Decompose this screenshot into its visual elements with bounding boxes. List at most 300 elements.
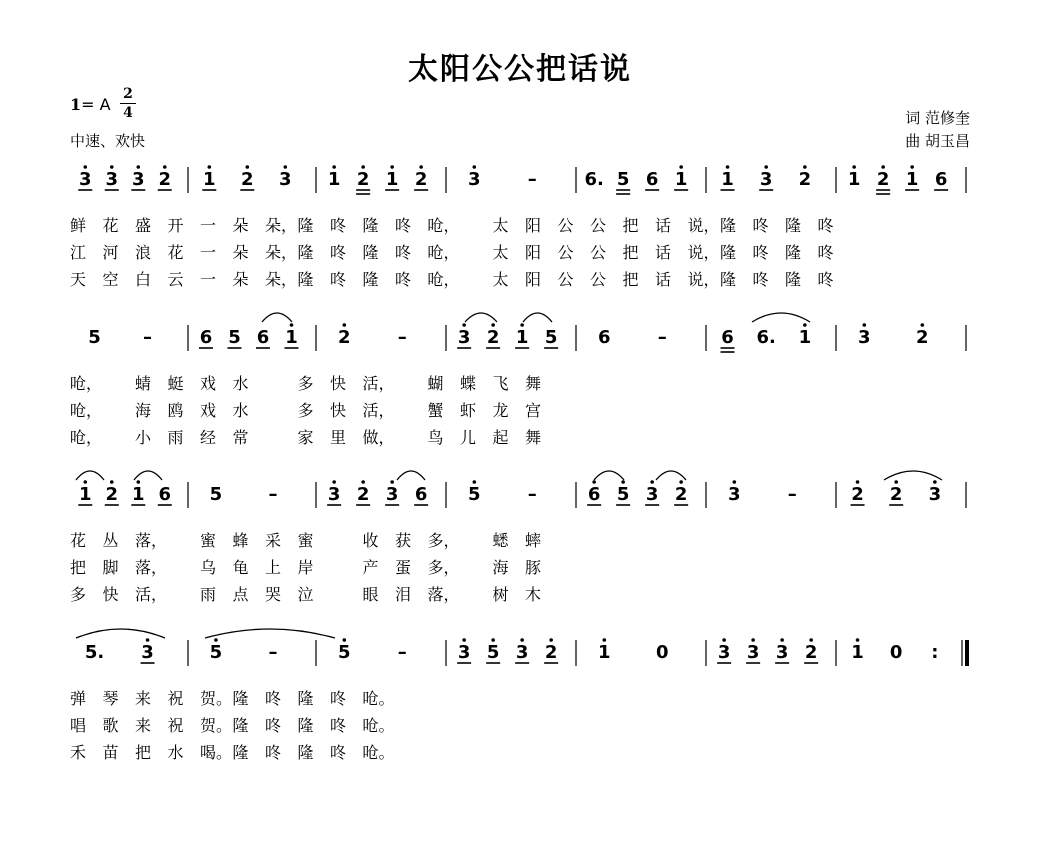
lyric-char: 太 (492, 243, 509, 262)
lyric-char: 隆 (785, 216, 802, 235)
lyric-char: 隆 (362, 216, 379, 235)
octave-dot (83, 480, 87, 484)
lyric-char: 花 (70, 531, 87, 550)
lyric-char: 蜓 (167, 374, 184, 393)
note: 1 (79, 484, 92, 505)
octave-dot (764, 165, 768, 169)
note: 1 (674, 169, 688, 190)
lyric-char: 里 (330, 428, 347, 447)
lyric-char: 公 (590, 243, 607, 262)
lyric-char: 贺。 (200, 689, 233, 708)
octave-dot (290, 323, 294, 327)
lyric-char: 豚 (525, 558, 542, 577)
note: 1 (851, 642, 864, 663)
lyric-char: 喝。 (200, 743, 233, 762)
lyric-char: 河 (102, 243, 119, 262)
note: 2 (338, 327, 351, 348)
note: 1 (721, 169, 734, 190)
lyric-char: 呛， (427, 270, 460, 289)
octave-dot (809, 638, 813, 642)
lyric-char: 咚 (330, 270, 347, 289)
octave-dot (343, 638, 347, 642)
lyric-char: 戏 (200, 401, 217, 420)
octave-dot (751, 638, 755, 642)
lyric-char: 上 (265, 558, 282, 577)
note: 3 (746, 642, 760, 663)
note-dash: – (657, 327, 667, 348)
lyric-char: 朵 (232, 216, 249, 235)
note: 3 (759, 169, 773, 190)
slur (397, 471, 425, 480)
lyric-char: 江 (70, 243, 87, 262)
lyric-char: 朵， (265, 243, 298, 262)
note: 2 (851, 484, 864, 505)
slur (523, 313, 552, 322)
lyric-char: 隆 (785, 243, 802, 262)
note-dash: – (527, 169, 537, 190)
note: 6 (587, 484, 601, 505)
octave-dot (110, 165, 114, 169)
lyric-char: 一 (200, 270, 217, 289)
note: 2 (889, 484, 903, 505)
note-dash: – (527, 484, 537, 505)
note: 1 (132, 484, 145, 505)
lyric-char: 龙 (492, 401, 509, 420)
lyric-char: 阳 (525, 243, 542, 262)
lyric-char: 丛 (102, 531, 119, 550)
lyric-char: 多， (427, 558, 460, 577)
octave-dot (473, 165, 477, 169)
lyric-char: 鸥 (167, 401, 184, 420)
lyric-char: 蜻 (135, 374, 152, 393)
time-signature-bottom: 4 (123, 105, 133, 121)
note: 6 (256, 327, 270, 348)
note: 6 (199, 327, 213, 348)
octave-dot (146, 638, 150, 642)
lyric-char: 经 (200, 428, 217, 447)
lyric-char: 树 (492, 585, 509, 604)
lyric-char: 蝶 (460, 374, 477, 393)
octave-dot (110, 480, 114, 484)
lyric-char: 呛， (427, 243, 460, 262)
octave-dot (163, 165, 167, 169)
lyric-char: 多 (297, 401, 314, 420)
lyric-char: 雨 (200, 585, 217, 604)
note: 3 (717, 642, 731, 663)
note-dash: – (787, 484, 797, 505)
slur (465, 313, 497, 322)
note: 5 (468, 484, 481, 505)
slur (884, 471, 942, 480)
lyric-char: 呛。 (362, 716, 395, 735)
octave-dot (332, 165, 336, 169)
octave-dot (390, 165, 394, 169)
note: 5 (209, 642, 223, 663)
octave-dot (136, 165, 140, 169)
lyric-char: 来 (135, 689, 152, 708)
lyric-char: 虾 (460, 401, 477, 420)
lyric-char: 活， (135, 585, 168, 604)
lyric-char: 落， (135, 531, 168, 550)
lyric-char: 公 (590, 270, 607, 289)
lyric-char: 获 (395, 531, 412, 550)
lyric-char: 木 (525, 585, 542, 604)
lyric-char: 咚 (752, 243, 769, 262)
lyric-char: 咚 (752, 270, 769, 289)
note: 1 (847, 169, 861, 190)
octave-dot (361, 165, 365, 169)
lyric-char: 雨 (167, 428, 184, 447)
note: 0 (889, 642, 903, 663)
lyric-char: 空 (102, 270, 119, 289)
octave-dot (491, 323, 495, 327)
lyric-char: 活， (362, 401, 395, 420)
octave-dot (462, 638, 466, 642)
note: 1 (385, 169, 399, 190)
octave-dot (621, 480, 625, 484)
note: 5 (486, 642, 500, 663)
octave-dot (722, 638, 726, 642)
lyric-char: 咚 (265, 743, 282, 762)
song-title: 太阳公公把话说 (408, 52, 632, 87)
lyric-char: 咚 (265, 716, 282, 735)
lyric-char: 落， (135, 558, 168, 577)
lyric-char: 呛， (70, 374, 103, 393)
slur (134, 471, 162, 480)
note: 3 (105, 169, 119, 190)
note: 6 (645, 169, 659, 190)
lyric-char: 琴 (102, 689, 119, 708)
note: 5 (88, 327, 101, 348)
lyric-char: 隆 (232, 743, 249, 762)
lyric-char: 白 (135, 270, 152, 289)
octave-dot (361, 480, 365, 484)
octave-dot (933, 480, 937, 484)
lyric-char: 隆 (297, 743, 314, 762)
octave-dot (520, 323, 524, 327)
octave-dot (910, 165, 914, 169)
octave-dot (894, 480, 898, 484)
note: 3 (141, 642, 154, 663)
lyric-char: 花 (167, 243, 184, 262)
lyric-char: 来 (135, 716, 152, 735)
lyric-char: 公 (557, 216, 574, 235)
octave-dot (856, 480, 860, 484)
note: 3 (132, 169, 145, 190)
lyric-char: 咚 (330, 216, 347, 235)
octave-dot (419, 165, 423, 169)
note: 2 (804, 642, 818, 663)
lyric-char: 隆 (297, 216, 314, 235)
lyric-char: 隆 (297, 689, 314, 708)
lyric-char: 话 (655, 216, 672, 235)
note: 2 (356, 169, 370, 190)
lyric-char: 朵 (232, 243, 249, 262)
lyric-char: 公 (557, 270, 574, 289)
octave-dot (733, 480, 737, 484)
lyric-char: 浪 (135, 243, 152, 262)
note: 2 (674, 484, 688, 505)
lyric-char: 做， (362, 428, 395, 447)
octave-dot (603, 638, 607, 642)
lyric-char: 一 (200, 243, 217, 262)
lyric-char: 隆 (297, 243, 314, 262)
lyric-char: 咚 (330, 689, 347, 708)
lyric-char: 活， (362, 374, 395, 393)
note: 1 (515, 327, 529, 348)
note: 2 (916, 327, 929, 348)
slur (76, 471, 104, 480)
lyric-char: 蟹 (427, 401, 444, 420)
octave-dot (726, 165, 730, 169)
note: 6. (584, 169, 604, 190)
lyric-char: 说， (687, 270, 720, 289)
note: 3 (279, 169, 292, 190)
lyric-char: 咚 (395, 270, 412, 289)
lyric-char: 海 (492, 558, 509, 577)
lyric-char: 把 (70, 558, 87, 577)
lyric-char: 咚 (817, 216, 834, 235)
note: 1 (905, 169, 919, 190)
lyric-char: 太 (492, 270, 509, 289)
lyric-char: 呛， (70, 428, 103, 447)
lyric-char: 儿 (460, 428, 477, 447)
lyric-char: 多 (297, 374, 314, 393)
lyric-char: 隆 (297, 270, 314, 289)
note: 3 (775, 642, 789, 663)
note-dash: – (268, 484, 278, 505)
lyric-char: 小 (135, 428, 152, 447)
note: 6. (756, 327, 776, 348)
note: 5. (84, 642, 105, 663)
octave-dot (214, 638, 218, 642)
slur (262, 313, 292, 322)
lyricist-credit: 词 范修奎 (905, 109, 970, 127)
lyric-char: 蛋 (395, 558, 412, 577)
octave-dot (390, 480, 394, 484)
octave-dot (921, 323, 925, 327)
lyric-char: 咚 (817, 270, 834, 289)
lyric-char: 禾 (70, 743, 87, 762)
note: 5 (616, 169, 630, 190)
lyric-char: 飞 (492, 374, 509, 393)
lyric-char: 话 (655, 270, 672, 289)
note: 3 (928, 484, 942, 505)
lyric-char: 常 (232, 428, 249, 447)
note: 2 (414, 169, 428, 190)
lyric-char: 咚 (330, 743, 347, 762)
lyric-char: 话 (655, 243, 672, 262)
lyric-char: 快 (330, 374, 347, 393)
lyric-char: 哭 (265, 585, 282, 604)
lyric-char: 隆 (720, 216, 737, 235)
note: 0 (656, 642, 669, 663)
lyric-char: 眼 (362, 585, 379, 604)
lyric-char: 朵， (265, 216, 298, 235)
note: 1 (798, 327, 812, 348)
lyric-char: 咚 (395, 216, 412, 235)
lyric-char: 咚 (330, 243, 347, 262)
note: 5 (616, 484, 630, 505)
lyric-char: 戏 (200, 374, 217, 393)
note: 3 (468, 169, 481, 190)
lyric-char: 水 (232, 374, 249, 393)
lyric-char: 鸟 (427, 428, 444, 447)
lyric-char: 公 (590, 216, 607, 235)
lyric-char: 把 (622, 270, 639, 289)
lyric-char: 咚 (330, 716, 347, 735)
lyric-char: 太 (492, 216, 509, 235)
lyric-char: 说， (687, 243, 720, 262)
note: 1 (598, 642, 611, 663)
lyric-char: 隆 (362, 270, 379, 289)
lyric-char: 贺。 (200, 716, 233, 735)
octave-dot (856, 638, 860, 642)
note: 6 (721, 327, 734, 348)
octave-dot (863, 323, 867, 327)
note: 3 (79, 169, 92, 190)
lyric-char: 歌 (102, 716, 119, 735)
lyric-char: 快 (330, 401, 347, 420)
lyric-char: 隆 (720, 243, 737, 262)
note: 2 (105, 484, 119, 505)
note: 1 (203, 169, 216, 190)
lyric-char: 咚 (817, 243, 834, 262)
lyric-char: 蜂 (232, 531, 249, 550)
lyric-char: 多 (70, 585, 87, 604)
lyric-char: 点 (232, 585, 249, 604)
note: 2 (544, 642, 558, 663)
lyric-char: 隆 (785, 270, 802, 289)
lyric-char: 开 (167, 216, 184, 235)
lyric-char: 水 (232, 401, 249, 420)
note: 2 (486, 327, 500, 348)
lyric-char: 弹 (70, 689, 87, 708)
lyric-char: 祝 (167, 716, 184, 735)
lyric-char: 宫 (525, 401, 542, 420)
tempo-marking: 中速、欢快 (70, 132, 146, 150)
lyric-char: 呛， (70, 401, 103, 420)
note: 1 (285, 327, 298, 348)
note: 3 (457, 642, 471, 663)
note: 3 (858, 327, 871, 348)
octave-dot (284, 165, 288, 169)
note: 2 (241, 169, 254, 190)
lyric-char: 苗 (102, 743, 119, 762)
lyric-char: 水 (167, 743, 184, 762)
octave-dot (679, 480, 683, 484)
composer-credit: 曲 胡玉昌 (905, 132, 970, 150)
note: 5 (209, 484, 223, 505)
lyric-char: 把 (135, 743, 152, 762)
octave-dot (881, 165, 885, 169)
key-prefix: 1 (70, 95, 82, 114)
lyric-char: 采 (265, 531, 282, 550)
note: 3 (327, 484, 341, 505)
lyric-char: 咚 (395, 243, 412, 262)
note: 5 (338, 642, 351, 663)
note: 2 (876, 169, 890, 190)
lyric-char: 阳 (525, 216, 542, 235)
note-dash: – (397, 642, 407, 663)
note: 1 (327, 169, 341, 190)
note: 6 (414, 484, 428, 505)
lyric-char: 云 (167, 270, 184, 289)
lyric-char: 呛， (427, 216, 460, 235)
octave-dot (520, 638, 524, 642)
note: 5 (544, 327, 558, 348)
lyric-char: 蟀 (525, 531, 542, 550)
note: 3 (457, 327, 471, 348)
octave-dot (473, 480, 477, 484)
octave-dot (592, 480, 596, 484)
lyric-char: 鲜 (70, 216, 87, 235)
lyric-char: 盛 (135, 216, 152, 235)
lyric-char: 阳 (525, 270, 542, 289)
lyric-char: 把 (622, 216, 639, 235)
lyric-char: 说， (687, 216, 720, 235)
lyric-char: 乌 (200, 558, 217, 577)
slur (76, 629, 165, 638)
note: 3 (645, 484, 659, 505)
note: 2 (798, 169, 812, 190)
lyric-char: 起 (492, 428, 509, 447)
lyric-char: 咚 (752, 216, 769, 235)
octave-dot (246, 165, 250, 169)
lyric-char: 花 (102, 216, 119, 235)
lyric-char: 蜜 (297, 531, 314, 550)
note-dash: – (397, 327, 407, 348)
lyric-char: 落， (427, 585, 460, 604)
note: 2 (356, 484, 370, 505)
lyric-char: 隆 (232, 689, 249, 708)
lyric-char: 海 (135, 401, 152, 420)
octave-dot (208, 165, 212, 169)
note: 5 (228, 327, 241, 348)
octave-dot (650, 480, 654, 484)
lyric-char: 公 (557, 243, 574, 262)
slur (205, 629, 335, 638)
lyric-char: 祝 (167, 689, 184, 708)
octave-dot (83, 165, 87, 169)
lyric-char: 隆 (232, 716, 249, 735)
lyric-char: 把 (622, 243, 639, 262)
note: 6 (158, 484, 172, 505)
repeat-sign: : (931, 642, 939, 663)
lyric-char: 唱 (70, 716, 87, 735)
octave-dot (803, 165, 807, 169)
note: 6 (934, 169, 948, 190)
lyric-char: 舞 (525, 428, 542, 447)
octave-dot (549, 638, 553, 642)
slur (656, 471, 686, 480)
lyric-char: 咚 (265, 689, 282, 708)
lyric-char: 快 (102, 585, 119, 604)
slur (594, 471, 624, 480)
lyric-char: 朵 (232, 270, 249, 289)
lyric-char: 呛。 (362, 689, 395, 708)
lyric-char: 蜜 (200, 531, 217, 550)
octave-dot (780, 638, 784, 642)
lyric-char: 岸 (297, 558, 314, 577)
lyric-char: 家 (297, 428, 314, 447)
lyric-char: 蝴 (427, 374, 444, 393)
lyric-char: 龟 (232, 558, 249, 577)
octave-dot (803, 323, 807, 327)
note: 6 (598, 327, 611, 348)
note-dash: – (143, 327, 153, 348)
lyric-char: 舞 (525, 374, 542, 393)
